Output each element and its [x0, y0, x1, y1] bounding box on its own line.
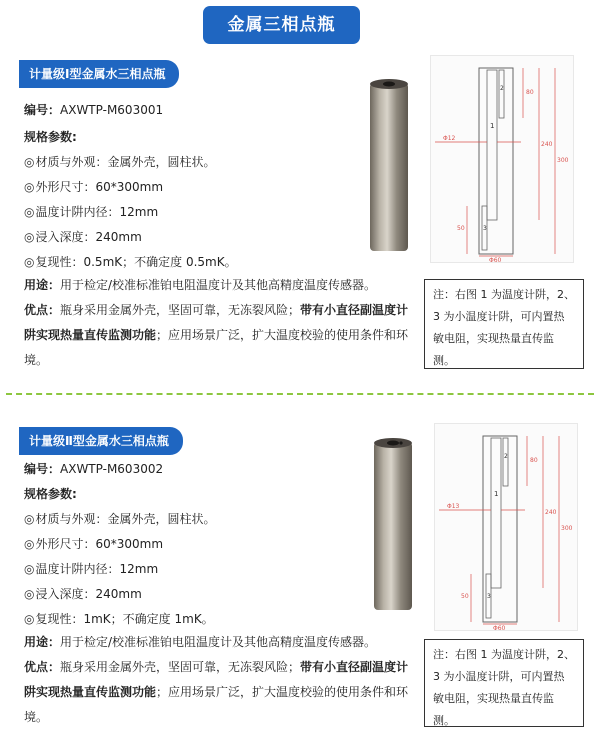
spec-item: ◎浸入深度：240mm [24, 587, 142, 601]
drawing-number: 3 [487, 593, 491, 600]
dimension-label: Φ12 [443, 135, 456, 142]
bottle-image [370, 436, 416, 614]
spec-item: ◎浸入深度：240mm [24, 230, 142, 244]
technical-drawing [430, 55, 574, 263]
drawing-number: 2 [500, 85, 504, 92]
section-divider [6, 393, 594, 395]
note-box: 注：右图 1 为温度计阱，2、3 为小温度计阱，可内置热敏电阻，实现热量直传监测。 [424, 639, 584, 727]
dimension-label: 240 [541, 141, 553, 148]
dimension-label: 300 [561, 525, 573, 532]
drawing-number: 3 [483, 225, 487, 232]
dimension-label: Φ60 [489, 257, 502, 263]
spec-item: ◎外形尺寸：60*300mm [24, 180, 164, 194]
page-title: 金属三相点瓶 [203, 6, 360, 44]
note-box: 注：右图 1 为温度计阱，2、3 为小温度计阱，可内置热敏电阻，实现热量直传监测。 [424, 279, 584, 369]
product-label: 计量级Ⅱ型金属水三相点瓶 [19, 427, 183, 455]
spec-item: ◎外形尺寸：60*300mm [24, 537, 164, 551]
dimension-label: 240 [545, 509, 557, 516]
product-code: 编号：AXWTP-M603002 [24, 462, 164, 476]
drawing-number: 1 [490, 122, 495, 130]
dimension-label: 50 [457, 225, 465, 232]
bottle-image [366, 77, 412, 255]
product-label: 计量级Ⅰ型金属水三相点瓶 [19, 60, 179, 88]
technical-drawing [434, 423, 578, 631]
spec-heading: 规格参数: [24, 130, 77, 144]
dimension-label: 50 [461, 593, 469, 600]
product-description: 用途：用于检定/校准标准铂电阻温度计及其他高精度温度传感器。 优点：瓶身采用金属外壳，坚固可靠，无冻裂风险；带有小直径副温度计阱实现热量直传监测功能；应用场景广泛，扩大温度校验的使用条件和环境。 [24, 635, 409, 724]
spec-item: ◎材质与外观：金属外壳，圆柱状。 [24, 155, 216, 169]
spec-item: ◎温度计阱内径：12mm [24, 562, 159, 576]
dimension-label: 80 [530, 457, 538, 464]
drawing-number: 2 [504, 453, 508, 460]
dimension-label: 80 [526, 89, 534, 96]
dimension-label: Φ13 [447, 503, 460, 510]
dimension-label: Φ60 [493, 625, 506, 631]
spec-heading: 规格参数: [24, 487, 77, 501]
dimension-label: 300 [557, 157, 569, 164]
spec-item: ◎温度计阱内径：12mm [24, 205, 159, 219]
spec-item: ◎复现性：0.5mK；不确定度 0.5mK。 [24, 255, 237, 269]
spec-item: ◎材质与外观：金属外壳，圆柱状。 [24, 512, 216, 526]
drawing-number: 1 [494, 490, 499, 498]
product-code: 编号：AXWTP-M603001 [24, 103, 164, 117]
spec-item: ◎复现性：1mK；不确定度 1mK。 [24, 612, 214, 626]
product-description: 用途：用于检定/校准标准铂电阻温度计及其他高精度温度传感器。 优点：瓶身采用金属外壳，坚固可靠，无冻裂风险；带有小直径副温度计阱实现热量直传监测功能；应用场景广泛，扩大温度校验的使用条件和环境。 [24, 278, 409, 367]
